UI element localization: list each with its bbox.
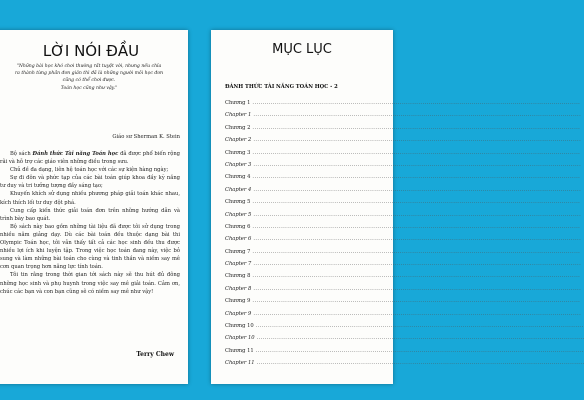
toc-entry[interactable] <box>225 171 581 183</box>
preface-title: LỜI NÓI ĐẦU <box>42 42 140 60</box>
toc-dot-leader: ................................................................................................................................................................ <box>252 100 581 106</box>
toc-entry[interactable] <box>225 246 581 258</box>
toc-entry[interactable] <box>225 258 582 270</box>
toc-entry-label: Chương 3 <box>225 149 251 156</box>
toc-entry-label: Chapter 3 <box>225 161 252 168</box>
table-of-contents-page <box>211 30 584 384</box>
toc-list <box>225 97 584 370</box>
quote-line: ra thành từng phần đơn giản thì đã là những người môi học đơn <box>14 71 164 77</box>
toc-entry[interactable] <box>225 308 582 320</box>
quote-line: "Những bài học khó chơi thường rất tuyệt vời, nhưng nếu chỉa <box>16 64 162 69</box>
preface-body <box>0 150 180 296</box>
toc-dot-leader: ................................................................................................................................................................ <box>252 149 581 156</box>
toc-dot-leader: ................................................................................................................................................................ <box>253 186 582 193</box>
toc-entry[interactable] <box>225 270 581 282</box>
toc-dot-leader: ................................................................................................................................................................ <box>255 323 584 330</box>
toc-entry-label: Chapter 8 <box>225 285 252 292</box>
toc-dot-leader: ................................................................................................................................................................ <box>253 112 582 119</box>
preface-paragraph: Tôi tin rằng trong thời gian tới sách này sẽ thu hút đủ đông những học sinh và phụ huynh trong việc say mê giải toán. Cảm ơn, chúc các bạn và con bạn cũng sẽ có niềm say mê như vậy! <box>0 272 180 295</box>
toc-entry-label: Chapter 1 <box>225 112 252 119</box>
toc-entry-label: Chương 10 <box>225 323 254 330</box>
toc-entry[interactable] <box>225 345 584 357</box>
book-heading: ĐÁNH THỨC TÀI NĂNG TOÁN HỌC - 2 <box>225 84 338 90</box>
toc-entry-label: Chương 6 <box>225 223 251 230</box>
toc-entry[interactable] <box>225 283 582 295</box>
toc-entry-label: Chapter 11 <box>225 360 255 367</box>
epigraph-quote <box>0 63 178 92</box>
toc-dot-leader: ................................................................................................................................................................ <box>252 124 581 131</box>
preface-paragraph: Bộ sách này bao gồm những tài liệu đã được tôi sử dụng trong nhiều năm giảng dạy. Dù các bài toán đều thuộc dạng bài thi Olympic Toán học, tôi vẫn thấy tất cả các học sinh đều thu được nhiều lợi ích khi luyện tập. Trong việc học toán đang này, việc bỏ sung và làm những bài toán cho cùng và tinh thần và niềm say mê cơn quan trọng hơn năng lực tính toán. <box>0 223 180 271</box>
toc-dot-leader: ................................................................................................................................................................ <box>253 310 582 317</box>
preface-paragraph: Khuyến khích sử dụng nhiều phương pháp giải toán khác nhau, kích thích lối tư duy đột phá. <box>0 191 180 206</box>
toc-entry-label: Chương 7 <box>225 248 251 255</box>
toc-entry-label: Chapter 6 <box>225 236 252 243</box>
toc-entry-label: Chương 9 <box>225 298 251 305</box>
toc-entry[interactable] <box>225 233 582 245</box>
toc-dot-leader: ................................................................................................................................................................ <box>256 360 584 367</box>
toc-entry[interactable] <box>225 184 582 196</box>
preface-paragraph: Chủ đề đa dạng, liên hệ toán học với các sự kiện hàng ngày; <box>10 167 169 174</box>
toc-dot-leader: ................................................................................................................................................................ <box>255 347 584 354</box>
toc-entry[interactable] <box>225 109 582 121</box>
toc-dot-leader: ................................................................................................................................................................ <box>253 161 582 168</box>
toc-dot-leader: ................................................................................................................................................................ <box>253 261 582 268</box>
toc-dot-leader: ................................................................................................................................................................ <box>252 273 581 280</box>
toc-dot-leader: ................................................................................................................................................................ <box>252 199 581 206</box>
toc-entry-label: Chương 2 <box>225 124 251 131</box>
toc-entry[interactable] <box>225 97 581 109</box>
preface-page <box>0 30 188 384</box>
toc-dot-leader: ................................................................................................................................................................ <box>253 285 582 292</box>
toc-entry[interactable] <box>225 221 581 233</box>
quote-line: Toán học cũng như vậy." <box>60 85 118 91</box>
quote-line: cũng có thể chơi được. <box>62 78 116 84</box>
toc-entry[interactable] <box>225 134 582 146</box>
toc-entry-label: Chapter 9 <box>225 310 252 317</box>
toc-entry[interactable] <box>225 147 581 159</box>
preface-paragraph: Sự đi đôn và phức tạp của các bài toán giúp khoa đầy kỹ năng tư duy và tri tưởng tượng đầy sáng tạo; <box>0 175 180 190</box>
toc-entry-label: Chương 8 <box>225 273 251 280</box>
author-signature: Terry Chew <box>136 351 174 358</box>
toc-entry[interactable] <box>225 209 582 221</box>
toc-entry-label: Chapter 2 <box>225 137 252 144</box>
toc-dot-leader: ................................................................................................................................................................ <box>256 335 584 342</box>
toc-entry[interactable] <box>225 295 581 307</box>
toc-entry-label: Chapter 10 <box>225 335 255 342</box>
book-title-emphasis: Đánh thức Tài năng Toán học <box>32 151 119 157</box>
toc-entry-label: Chương 4 <box>225 174 251 181</box>
toc-entry-label: Chapter 4 <box>225 186 252 193</box>
toc-entry[interactable] <box>225 122 581 134</box>
toc-entry-label: Chương 5 <box>225 199 251 206</box>
toc-dot-leader: ................................................................................................................................................................ <box>252 223 581 230</box>
toc-title: MỤC LỤC <box>272 42 332 57</box>
toc-entry-label: Chương 1 <box>225 100 251 106</box>
toc-dot-leader: ................................................................................................................................................................ <box>253 137 582 144</box>
toc-dot-leader: ................................................................................................................................................................ <box>253 236 582 243</box>
toc-entry[interactable] <box>225 320 584 332</box>
toc-entry-label: Chương 11 <box>225 347 254 354</box>
toc-entry-label: Chapter 5 <box>225 211 252 218</box>
quote-author: Giáo sư Sherman K. Stein <box>112 134 180 140</box>
toc-dot-leader: ................................................................................................................................................................ <box>252 174 581 181</box>
preface-paragraph: Bộ sách Đánh thức Tài năng Toán học đã được phổ biến rộng rãi và hỗ trợ các giáo viên những điều trong sưu. <box>0 151 181 166</box>
toc-entry[interactable] <box>225 196 581 208</box>
toc-entry[interactable] <box>225 332 584 344</box>
toc-dot-leader: ................................................................................................................................................................ <box>253 211 582 218</box>
toc-entry[interactable] <box>225 159 582 171</box>
toc-entry-label: Chapter 7 <box>225 261 252 268</box>
toc-entry[interactable] <box>225 357 584 369</box>
toc-dot-leader: ................................................................................................................................................................ <box>252 248 581 255</box>
toc-dot-leader: ................................................................................................................................................................ <box>252 298 581 305</box>
preface-paragraph: Cung cấp kiến thức giải toán đơn trên những hướng dẫn và trình bày bao quát. <box>0 207 180 222</box>
